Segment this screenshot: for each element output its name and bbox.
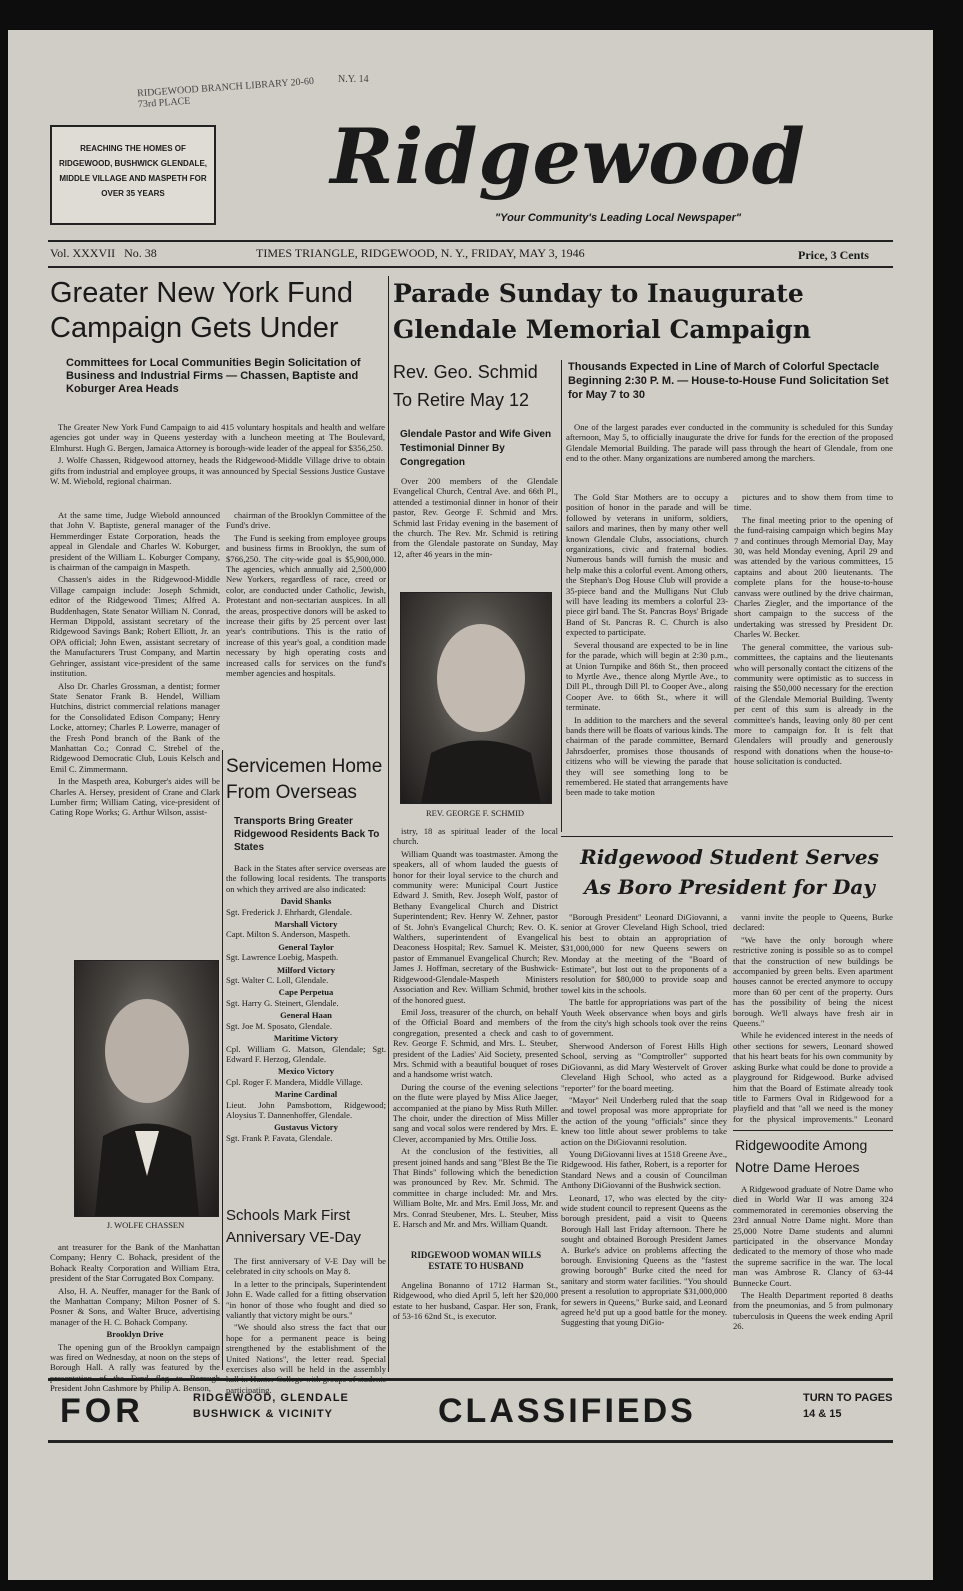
footer-area: RIDGEWOOD, GLENDALE BUSHWICK & VICINITY	[193, 1392, 349, 1420]
newspaper-page	[8, 30, 933, 1580]
notredame-text: A Ridgewood graduate of Notre Dame who died in World War II was among 324 commemorated in ceremonies observing the 23rd annual Notre Dame night. More than 25,000 Notre Dame students and alumni participated in the observance Monday dedicated to the memory of those who made the supreme sacrifice in the war. The local man was Ambrose R. Clancy of 63-44 Bunnecke Court. The Health Department reported 8 deaths from the pneumonias, and 5 from pulmonary tuberculosis in Queens the week ending April 26.	[733, 1184, 893, 1332]
left-col-1: At the same time, Judge Wiebold announced that John V. Baptiste, general manager of the Hemmerdinger Estate Corporation, heads the appeal in Glendale and Charles W. Koburger, president of the William L. Koburger Company, is chairman of the campaign in Maspeth. Chassen's aides in the Ridgewood-Middle Village campaign include: Joseph Schmidt, editor of the Ridgewood Times; Alfred A. Buddenhagen, State Senator William N. Conrad, Herman Dippold, assistant secretary of the Ridgewood Savings Bank; Robert Elliott, Jr. an OPA official; John Ewen, assistant secretary of the Manufacturers Trust Company, and Martin Gehringer, assistant vice-president of the same institution. Also Dr. Charles Grossman, a dentist; former State Senator Frank B. Hendel, William Hutchins, district commercial relations manager for the Consolidated Edison Company; Henry Locke, attorney; Charles P. Lowerre, manager of the Fresh Pond branch of the Bank of the Manhattan Co.; Conrad C. Strebel of the Ridgewood Democratic Club, Louis Kelsch and Emil C. Zimmermann. In the Maspeth area, Koburger's aides will be Charles A. Hersey, president of Crane and Clark Lumber firm; William Cating, vice-president of Cating Rope Works; G. Arthur Wilson, assist-	[50, 510, 220, 818]
servicemen-list: Back in the States after service overseas are the following local residents. The transports on which they arrived are also indicated: David Shanks Sgt. Frederick J. Ehrhardt, Glendale. Marshall Victory Capt. Milton S. Anderson, Maspeth. General Taylor Sgt. Lawrence Loebig, Maspeth. Milford Victory Sgt. Walter C. Loll, Glendale. Cape Perpetua Sgt. Harry G. Steinert, Glendale. General Haan Sgt. Joe M. Sposato, Glendale. Maritime Victory Cpl. William G. Matson, Glendale; Sgt. Edward F. Herzog, Glendale. Mexico Victory Cpl. Roger F. Mandera, Middle Village. Marine Cardinal Lieut. John Pamsbottom, Ridgewood; Aloysius T. Dannenhoffer, Glendale. Gustavus Victory Sgt. Frank P. Favata, Glendale.	[226, 863, 386, 1143]
left-col-2: chairman of the Brooklyn Committee of the Fund's drive. The Fund is seeking from employee groups and business firms in Brooklyn, the sum of $766,250. The city-wide goal is $5,900,000. The agencies, which annually aid 2,500,000 New Yorkers, regardless of race, creed or color, are conducted under Catholic, Jewish, Protestant and non-sectarian auspices. In all the areas, prospective donors will be asked to increase their gifts by 25 percent over last year's contributions. This is the ratio of increase of this year's goal, a condition made necessary by high operating costs and increased calls for services on the fund's member agencies and hospitals.	[226, 510, 386, 679]
footer-for: FOR	[60, 1392, 144, 1430]
masthead-title: Ridgewood	[330, 112, 806, 201]
student-col-2: vanni invite the people to Queens, Burke declared: "We have the only borough where restrictive zoning is possible so as to compel that the construction of new buildings be accompanied by green belts. Even apartment houses cannot be erected anymore to occupy more than 60 per cent of the property. Ours has the possibility of being the nicest borough. We'll always have fresh air in Queens." While he evidenced interest in the needs of other sections for sewers, Leonard showed that his heart beats for his own community by asking Burke what could be done to provide a playground for Ridgewood. Burke advised him that the Board of Estimate already took title to Farmers Oval in Ridgewood for a playfield and that "all we need is the money for the physical improvements." Leonard	[733, 912, 893, 1124]
chassen-caption: J. WOLFE CHASSEN	[106, 1220, 185, 1230]
notredame-headline: Ridgewoodite Among Notre Dame Heroes	[735, 1137, 868, 1175]
reaching-box	[50, 125, 216, 225]
chassen-photo	[74, 960, 219, 1217]
parade-col-2: pictures and to show them from time to time. The final meeting prior to the opening of the fund-raising campaign which begins May 7 and continues through Memorial Day, May 30, was held Monday evening, April 29 and was attended by the various committees, 15 captains and about 200 lieutenants. The complete plans for the house-to-house canvass were outlined by the drive chairman, Charles Ziegler, and the importance of the short campaign to the success of the undertaking was stressed by President Dr. Charles W. Becker. The general committee, the various sub-committees, the captains and the lieutenants who will personally contact the citizens of the community were optimistic as to success in raising the $50,000 necessary for the erection of the Glendale Memorial Building. Twenty per cent of this sum is already in the committee's hands, leaving only 80 per cent more to campaign for. It is felt that Glendalers will proudly and generously respond with donations when the house-to-house solicitation is conducted.	[734, 492, 893, 767]
library-stamp: RIDGEWOOD BRANCH LIBRARY 20-60 73rd PLACE	[136, 75, 315, 111]
footer-turn-to: TURN TO PAGES 14 & 15	[803, 1392, 893, 1420]
dateline: TIMES TRIANGLE, RIDGEWOOD, N. Y., FRIDAY, MAY 3, 1946	[256, 246, 585, 260]
left-headline: Greater New York Fund Campaign Gets Under	[50, 277, 354, 344]
price: Price, 3 Cents	[798, 248, 869, 262]
schmid-headline: Rev. Geo. Schmid To Retire May 12	[393, 362, 538, 410]
schmid-subhead: Glendale Pastor and Wife Given Testimonial Dinner By Congregation	[400, 429, 552, 468]
handwritten-note: N.Y. 14	[338, 74, 369, 85]
student-col-1: "Borough President" Leonard DiGiovanni, a senior at Grover Cleveland High School, tried his best to obtain an appropriation of $31,000,000 for new Queens sewers on Monday at the meeting of the "Board of Estimate", but lost out to the proponents of a resolution for $80,000 to provide soap and towel kits in the schools. The battle for appropriations was part of the Youth Week observance when boys and girls from the city's high schools took over the reins of government. Sherwood Anderson of Forest Hills High School, serving as "Comptroller" supported DiGiovanni, as did Mary Westervelt of Grover Cleveland High School, who acted as a "reporter" for the board meeting. "Mayor" Neil Underberg ruled that the soap and towel proposal was more appropriate for the action of the young "officials" since they knew too little about sewer problems to take action on the DiGiovanni resolution. Young DiGiovanni lives at 1518 Greene Ave., Ridgewood. His father, Robert, is a reporter for Standard News and a cousin of Councilman Anthony DiGiovanni of the Bushwick section. Leonard, 17, who was elected by the city-wide student council to represent Queens as the borough president, paid a visit to Queens Borough Hall last Friday afternoon. There he sought and obtained Borough President James A. Burke's advice on problems affecting the borough. Envisioning Queens as the "fastest growing borough" Burke cited the need for sanitary and storm water facilities. "You should present a resolution to appropriate $31,000,000 for sewers in Queens," Burke said, and Leonard agreed he'd put up a good battle for the money. Suggesting that young DiGio-	[561, 912, 727, 1328]
veday-text: The first anniversary of V-E Day will be celebrated in city schools on May 8. In a letter to the principals, Superintendent John E. Wade called for a fitting observation "in honor of those who fought and died so valiantly that victory might be ours." "We should also stress the fact that our hope for a permanent peace is being strengthened by the establishment of the United Nations", the letter read. Special exercises also will be held in the assembly participating.	[226, 1256, 386, 1395]
student-headline: Ridgewood Student Serves As Boro President for Day	[580, 845, 879, 899]
servicemen-headline: Servicemen Home From Overseas	[226, 756, 383, 803]
parade-intro: One of the largest parades ever conducted in the community is scheduled for this Sunday afternoon, May 5, to officially inaugurate the drive for funds for the erection of the proposed Glendale Memorial Building. The parade will pass through the heart of Glendale, from one end to the other. Many organizations are numbered among the marchers.	[566, 422, 893, 464]
schmid-intro: Over 200 members of the Glendale Evangelical Church, Central Ave. and 66th Pl., attended a testimonial dinner in honor of their pastor, Rev. George F. Schmid and Mrs. Schmid last Friday evening in the basement of the church. The Rev. Mr. Schmid is retiring from the Glendale pastorate on Sunday, May 12, after 46 years in the min-	[393, 476, 558, 559]
veday-headline: Schools Mark First Anniversary VE-Day	[226, 1207, 362, 1246]
servicemen-subhead: Transports Bring Greater Ridgewood Residents Back To States	[234, 816, 380, 853]
footer-classifieds: CLASSIFIEDS	[438, 1392, 696, 1430]
portrait-silhouette	[75, 961, 218, 1216]
bonanno-text: Angelina Bonanno of 1712 Harman St., Ridgewood, who died April 5, left her $20,000 estate to her husband, Caspar. Her son, Frank, of 53-16 62nd St., is executor.	[393, 1280, 558, 1322]
reaching-text: REACHING THE HOMES OF RIDGEWOOD, BUSHWICK GLENDALE, MIDDLE VILLAGE AND MASPETH FOR OVER 35 YEARS	[59, 144, 207, 198]
schmid-photo	[400, 592, 552, 804]
schmid-col: istry, 18 as spiritual leader of the local church. William Quandt was toastmaster. Among the speakers, all of whom lauded the guests of honor for their loyal service to the church and community were: Municipal Court Justice Edward J. Smith, Rev. Joseph Wolf, pastor of Bethany Evangelical Church and District Superintendent; Rev. Henry W. Zehner, pastor of St. John's Evangelical Church; Rev. O. K. Walthers, superintendent of Evangelical Deaconess Hospital; Rev. Samuel K. Meister, pastor of Emmanuel Evangelical Church; Rev. James J. Hoffman, secretary of the Bushwick-Ridgewood-Glendale-Maspeth Ministers Association and Rev. William Schmid, brother of the honored guest. Emil Joss, treasurer of the church, on behalf of the Official Board and members of the congregation, presented a check and cash to Rev. George F. Schmid, and Mrs. L. Steuber, president of the Ladies' Aid Society, presented Mrs. Schmid with a beautiful bouquet of roses and a handsome wrist watch. During the course of the evening selections on the flute were played by Miss Alice Jaeger, accompanied at the piano by Miss Ruth Miller. The choir, under the direction of Miss Miller sang and vocal solos were rendered by Mrs. E. Clever, accompanied by Mrs. Ottilie Joss. At the conclusion of the festivities, all present joined hands and sang "Blest Be the Tie That Binds" following which the benediction was pronounced by Rev. Mr. Schmid. The committee in charge included: Mr. and Mrs. William Bolte, Mr. and Mrs. Emil Joss, Mr. and Mrs. Conrad Steubener, Mrs. L. Steuber, Miss E. Harsch and Mr. and Mrs. William Quandt.	[393, 826, 558, 1230]
volume-number: Vol. XXXVII No. 38	[50, 246, 157, 260]
left-subhead: Committees for Local Communities Begin Solicitation of Business and Industrial Firms — Chassen, Baptiste and Koburger Area Heads	[66, 357, 361, 395]
left-intro: The Greater New York Fund Campaign to aid 415 voluntary hospitals and health and welfare agencies got under way in Queens yesterday with a luncheon meeting at The Boulevard, Elmhurst. Hugh G. Bergen, Jamaica Attorney is borough-wide leader of the appeal for $356,250. J. Wolfe Chassen, Ridgewood attorney, heads the Ridgewood-Middle Village drive to obtain gifts from industrial and employee groups, it was announced by Special Sessions Justice Gustave W. M. Wiebold, regional chairman.	[50, 422, 385, 487]
masthead-slogan: "Your Community's Leading Local Newspaper"	[494, 212, 742, 224]
left-col-3: ant treasurer for the Bank of the Manhattan Company; Henry C. Bohack, president of the Bohack Realty Corporation and William Etra, president of the Star Corrugated Box Company. Also, H. A. Neuffer, manager for the Bank of the Manhattan Company; Milton Posner of S. Posner & Sons, and Walter Bruce, advertising manager of the H. C. Bohack Company. Brooklyn Drive The opening gun of the Brooklyn campaign was fired on Wednesday, at noon on the steps of Borough Hall. A rally was featured by the President John Cashmore by Philip A. Benson,	[50, 1242, 220, 1394]
parade-col-1: The Gold Star Mothers are to occupy a position of honor in the parade and will be followed by veterans in uniform, soldiers, sailors and marines, then by many other well known Glendale Clubs, associations, church organizations, civic and fraternal bodies. Numerous bands will furnish the music and help make this a colorful event. Among others, the Stephan's Dog House Club will provide a 35-piece band and the Mulligans Nut Club will have leading its members a colorful 23-piece girl band. The St. Pancras Boys' Brigade Band of St. Pancras R. C. Church is also expected to participate. Several thousand are expected to be in line for the parade, which will begin at 2:30 p.m., at Union Turnpike and 86th St., then proceed to Myrtle Ave., thence along Myrtle Ave., to Dill Pl., through Dill Pl. to Cooper Ave., along Cooper Ave. to 66th St., where it will terminate. In addition to the marchers and the several bands there will be floats of various kinds. The chairman of the parade committee, Bernard Jahrsdoerfer, promises those thousands of citizens who will be viewing the parade that they will see something long to be remembered. He stated that arrangements have been made to take motion	[566, 492, 728, 798]
portrait-silhouette	[401, 593, 551, 803]
main-headline: Parade Sunday to Inaugurate Glendale Memorial Campaign	[393, 279, 811, 344]
parade-subhead: Thousands Expected in Line of March of Colorful Spectacle Beginning 2:30 P. M. — House-to-House Fund Solicitation Set for May 7 to 30	[568, 361, 889, 401]
schmid-caption: REV. GEORGE F. SCHMID	[425, 808, 525, 818]
bonanno-headline: RIDGEWOOD WOMAN WILLS ESTATE TO HUSBAND	[410, 1250, 542, 1271]
